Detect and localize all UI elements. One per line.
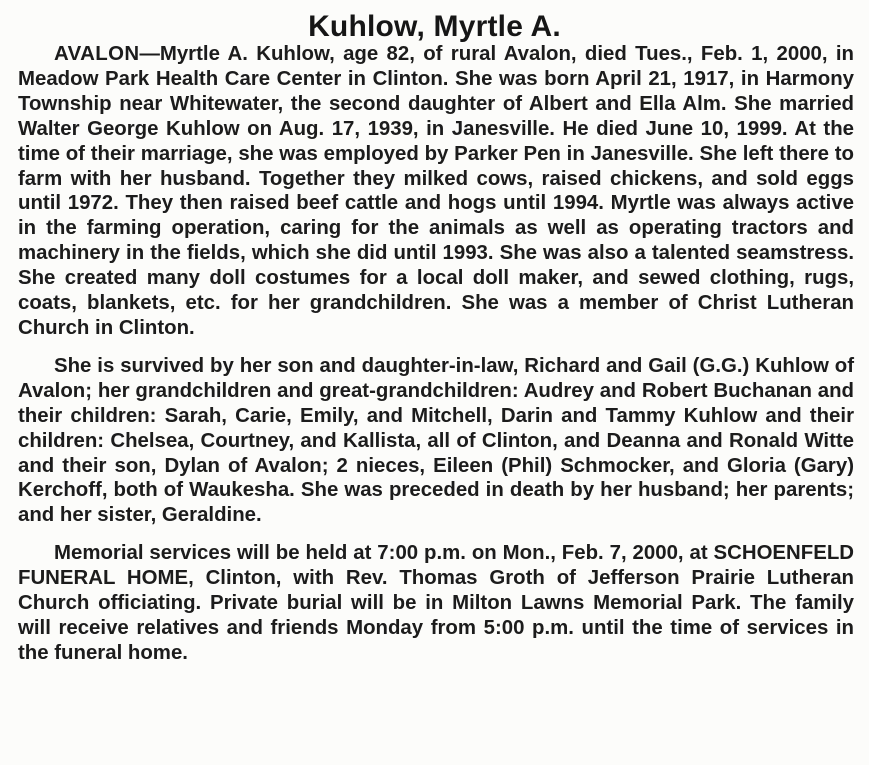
dateline: AVALON [54, 43, 140, 65]
obituary-paragraph-death-notice [18, 42, 854, 341]
paragraph-text: Memorial services will be held at 7:00 p.m. on Mon., Feb. 7, 2000, at SCHOENFELD FUNERAL HOME, Clinton, with Rev. Thomas Groth of Jefferson Prairie Lutheran Church officiating. Private burial will be in Milton Lawns Memorial Park. The family will receive relatives and friends Monday from 5:00 p.m. until the time of services in the funeral home. [18, 542, 854, 664]
dateline-dash: — [139, 43, 160, 65]
paragraph-text: Myrtle A. Kuhlow, age 82, of rural Avalon, died Tues., Feb. 1, 2000, in Meadow Park Health Care Center in Clinton. She was born April 21, 1917, in Harmony Township near Whitewater, the second daughter of Albert and Ella Alm. She married Walter George Kuhlow on Aug. 17, 1939, in Janesville. He died June 10, 1999. At the time of their marriage, she was employed by Parker Pen in Janesville. She left there to farm with her husband. Together they milked cows, raised chickens, and sold eggs until 1972. They then raised beef cattle and hogs until 1994. Myrtle was always active in the farming operation, caring for the animals as well as operating tractors and machinery in the fields, which she did until 1993. She was also a talented seamstress. She created many doll costumes for a local doll maker, and sewed clothing, rugs, coats, blankets, etc. for her grandchildren. She was a member of Christ Lutheran Church in Clinton. [18, 43, 854, 339]
obituary-paragraph-survivors [18, 354, 854, 528]
obituary-body [18, 42, 854, 666]
paragraph-text: She is survived by her son and daughter-in-law, Richard and Gail (G.G.) Kuhlow of Avalon; her grandchildren and great-grandchildren: Audrey and Robert Buchanan and their children: Sarah, Carie, Emily, and Mitchell, Darin and Tammy Kuhlow and their children: Chelsea, Courtney, and Kallista, all of Clinton, and Deanna and Ronald Witte and their son, Dylan of Avalon; 2 nieces, Eileen (Phil) Schmocker, and Gloria (Gary) Kerchoff, both of Waukesha. She was preceded in death by her husband; her parents; and her sister, Geraldine. [18, 354, 854, 527]
obituary-headline: Kuhlow, Myrtle A. [308, 10, 561, 43]
obituary-paragraph-services [18, 541, 854, 666]
